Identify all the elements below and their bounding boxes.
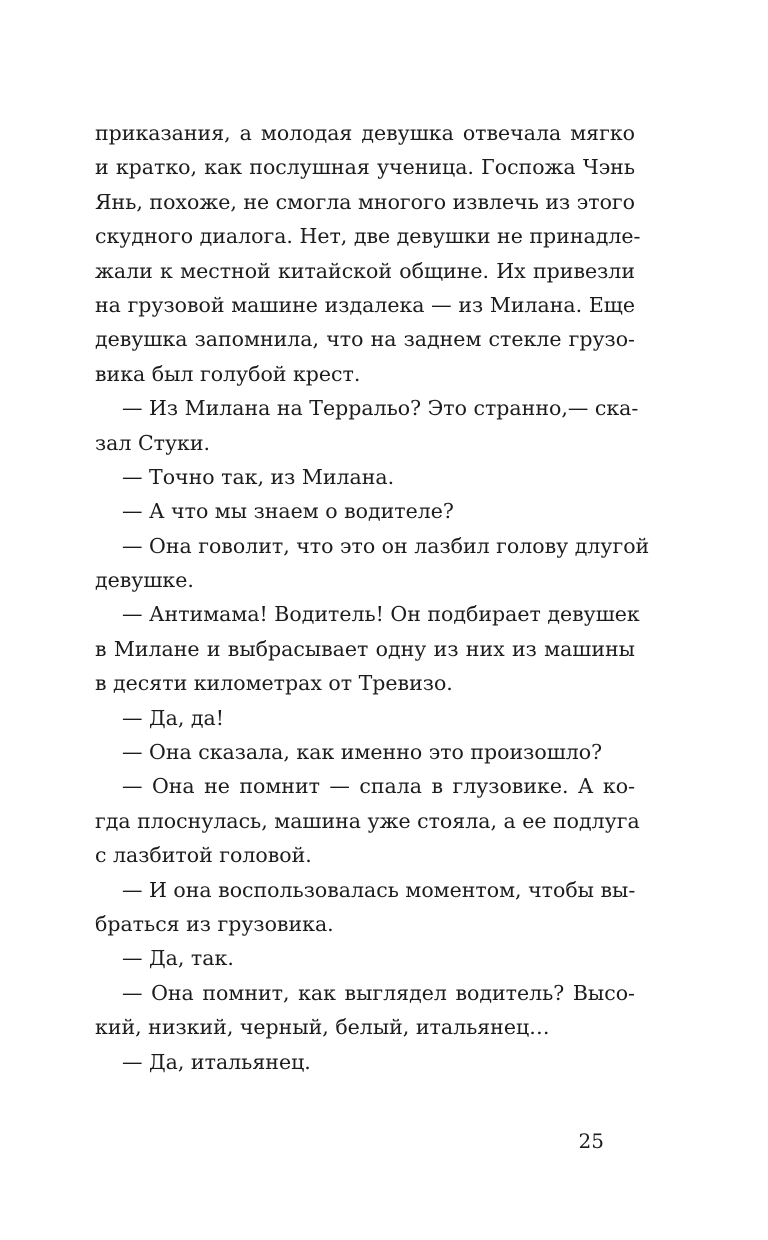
- text-line: скудного диалога. Нет, две девушки не принадле-: [95, 224, 641, 249]
- text-line: — Антимама! Водитель! Он подбирает девушек: [122, 602, 640, 627]
- text-line: — Да, так.: [122, 946, 234, 971]
- text-line: — Да, итальянец.: [122, 1049, 311, 1074]
- text-line: в Милане и выбрасывает одну из них из машины: [95, 636, 635, 661]
- text-line: девушка запомнила, что на заднем стекле грузо-: [95, 327, 635, 352]
- text-line: Янь, похоже, не смогла многого извлечь из этого: [95, 189, 635, 214]
- text-line: приказания, а молодая девушка отвечала мягко: [95, 121, 635, 145]
- page-number: 25: [578, 1129, 604, 1153]
- text-line: вика был голубой крест.: [95, 361, 361, 386]
- text-line: кий, низкий, черный, белый, итальянец…: [95, 1015, 550, 1040]
- text-line: в десяти километрах от Тревизо.: [95, 671, 453, 696]
- text-line: зал Стуки.: [95, 430, 211, 455]
- text-line: — Она не помнит — спала в глузовике. А ко-: [122, 774, 635, 799]
- text-line: девушке.: [95, 568, 194, 593]
- text-line: — И она воспользовалась моментом, чтобы вы-: [122, 877, 636, 902]
- text-line: — Она говолит, что это он лазбил голову длугой: [122, 533, 650, 558]
- text-line: — Точно так, из Милана.: [122, 464, 395, 489]
- text-line: с лазбитой головой.: [95, 843, 312, 868]
- text-line: гда плоснулась, машина уже стояла, а ее подлуга: [95, 808, 640, 833]
- text-line: — Из Милана на Терральо? Это странно,— ска-: [122, 396, 639, 421]
- text-line: жали к местной китайской общине. Их привезли: [95, 258, 635, 283]
- text-line: браться из грузовика.: [95, 911, 334, 936]
- text-line: — А что мы знаем о водителе?: [122, 499, 454, 524]
- text-line: — Да, да!: [122, 705, 225, 730]
- text-line: — Она помнит, как выглядел водитель? Высо-: [122, 980, 635, 1005]
- text-line: на грузовой машине издалека — из Милана. Еще: [95, 292, 635, 317]
- text-line: и кратко, как послушная ученица. Госпожа Чэнь: [95, 155, 635, 180]
- text-line: — Она сказала, как именно это произошло?: [122, 740, 603, 765]
- body-text: [95, 116, 650, 1079]
